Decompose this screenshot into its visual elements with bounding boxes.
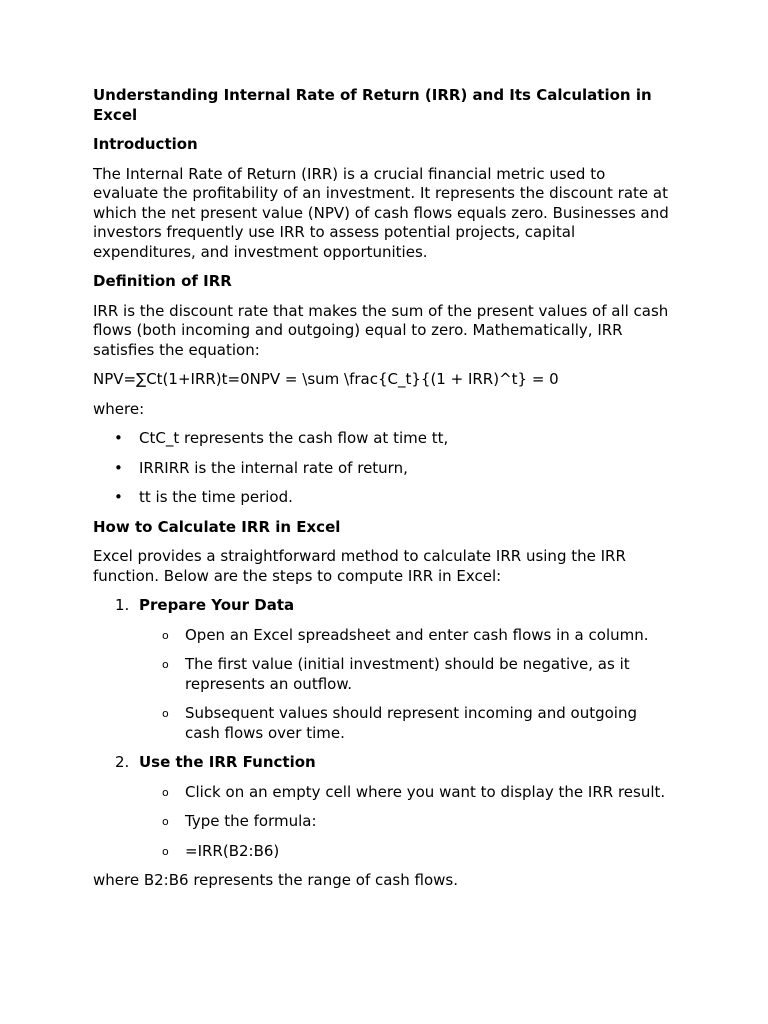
step-title: Prepare Your Data xyxy=(139,596,295,614)
npv-equation: NPV=∑Ct(1+IRR)t=0NPV = \sum \frac{C_t}{(1 + IRR)^t} = 0 xyxy=(93,370,559,388)
variable-list xyxy=(93,429,675,508)
list-item-text: CtC_t represents the cash flow at time tt, xyxy=(139,429,449,447)
intro-paragraph: The Internal Rate of Return (IRR) is a crucial financial metric used to evaluate the profitability of an investment. It represents the discount rate at which the net present value (NPV) of cash flows equals zero. Businesses and investors frequently use IRR to assess potential projects, capital expenditures, and investment opportunities. xyxy=(93,164,669,261)
howto-paragraph: Excel provides a straightforward method to calculate IRR using the IRR function. Below are the steps to compute IRR in Excel: xyxy=(93,547,626,585)
document-page xyxy=(93,86,675,901)
circle-bullet-icon: o xyxy=(162,707,169,720)
sublist-item xyxy=(139,626,675,646)
sublist-item xyxy=(139,842,675,862)
step-item xyxy=(93,596,675,743)
definition-paragraph: IRR is the discount rate that makes the sum of the present values of all cash flows (both incoming and outgoing) equal to zero. Mathematically, IRR satisfies the equation: xyxy=(93,301,669,359)
list-item xyxy=(93,429,675,449)
where-label: where: xyxy=(93,399,145,418)
heading-introduction: Introduction xyxy=(93,135,198,153)
heading-definition: Definition of IRR xyxy=(93,272,232,290)
sublist-item-text: The first value (initial investment) should be negative, as it represents an outflow. xyxy=(185,655,630,693)
step-sublist xyxy=(139,783,675,862)
circle-bullet-icon: o xyxy=(162,658,169,671)
sublist-item xyxy=(139,704,675,743)
closing-paragraph: where B2:B6 represents the range of cash flows. xyxy=(93,871,458,889)
sublist-item-text: Type the formula: xyxy=(185,812,317,830)
step-sublist xyxy=(139,626,675,744)
sublist-item xyxy=(139,812,675,832)
document-title: Understanding Internal Rate of Return (IRR) and Its Calculation in Excel xyxy=(93,86,652,124)
step-title: Use the IRR Function xyxy=(139,753,316,771)
list-item-text: IRRIRR is the internal rate of return, xyxy=(139,458,408,477)
circle-bullet-icon: o xyxy=(162,785,169,799)
heading-howto: How to Calculate IRR in Excel xyxy=(93,517,341,536)
list-item-text: tt is the time period. xyxy=(139,488,293,506)
sublist-item-text: Open an Excel spreadsheet and enter cash flows in a column. xyxy=(185,625,649,644)
bullet-icon: • xyxy=(114,488,123,506)
step-number: 2. xyxy=(115,753,130,771)
sublist-item-text: Click on an empty cell where you want to display the IRR result. xyxy=(185,782,666,801)
steps-list xyxy=(93,596,675,861)
circle-bullet-icon: o xyxy=(162,628,169,642)
circle-bullet-icon: o xyxy=(162,844,169,858)
step-item xyxy=(93,753,675,861)
bullet-icon: • xyxy=(114,458,123,477)
sublist-item-text: =IRR(B2:B6) xyxy=(185,841,280,860)
step-number: 1. xyxy=(115,596,130,614)
list-item xyxy=(93,488,675,508)
sublist-item xyxy=(139,655,675,694)
circle-bullet-icon: o xyxy=(162,815,169,828)
sublist-item xyxy=(139,783,675,803)
sublist-item-text: Subsequent values should represent incoming and outgoing cash flows over time. xyxy=(185,704,637,742)
list-item xyxy=(93,459,675,479)
bullet-icon: • xyxy=(114,429,123,447)
